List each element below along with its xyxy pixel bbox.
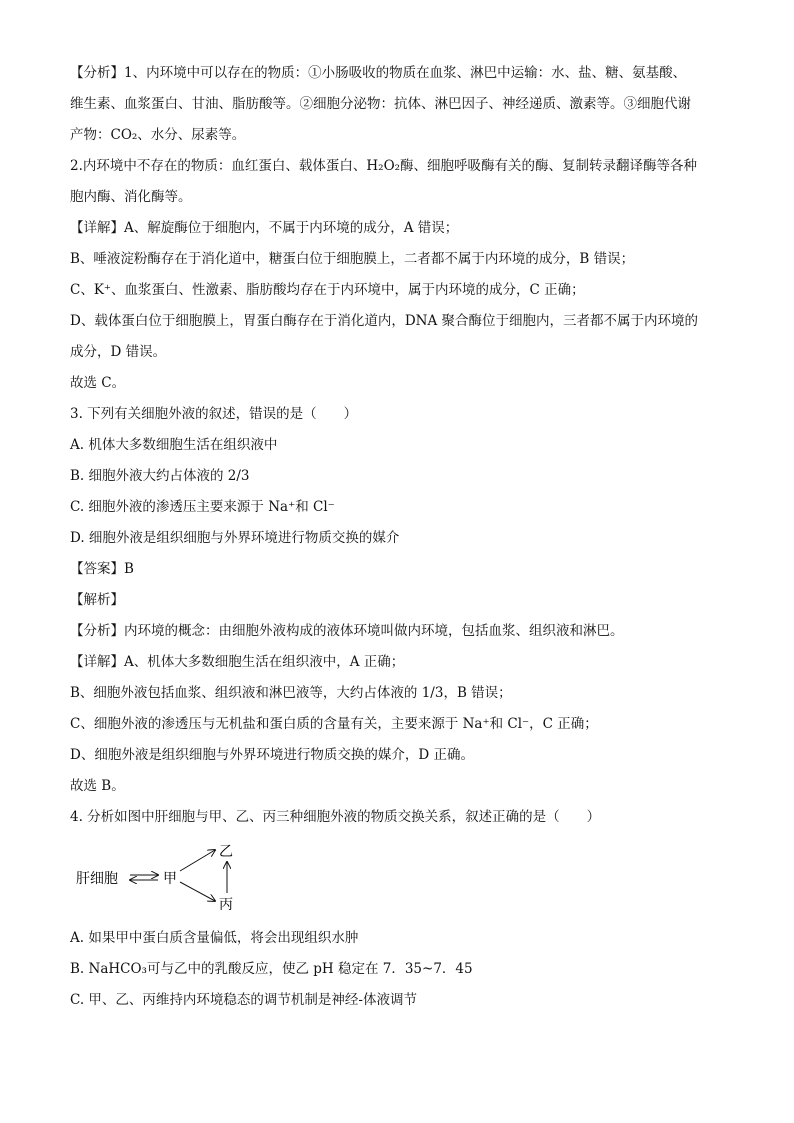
text-line: 【分析】内环境的概念：由细胞外液构成的液体环境叫做内环境，包括血浆、组织液和淋巴。 [70, 623, 624, 639]
option-a: A. 机体大多数细胞生活在组织液中 [70, 437, 278, 453]
question-stem: 4. 分析如图中肝细胞与甲、乙、丙三种细胞外液的物质交换关系，叙述正确的是（ ） [70, 809, 601, 825]
text-line: C、细胞外液的渗透压与无机盐和蛋白质的含量有关，主要来源于 Na⁺和 Cl⁻，C 正确； [70, 716, 598, 732]
text-line: 成分，D 错误。 [70, 344, 167, 360]
text-line: 【分析】1、内环境中可以存在的物质：①小肠吸收的物质在血浆、淋巴中运输：水、盐、糖、氨基酸、 [70, 65, 687, 81]
answer-line: 【答案】B [70, 561, 134, 577]
option-b: B. NaHCO₃可与乙中的乳酸反应，使乙 pH 稳定在 7．35~7．45 [70, 961, 473, 977]
text-line: D、载体蛋白位于细胞膜上，胃蛋白酶存在于消化道内，DNA 聚合酶位于细胞内，三者都不属于内环境的 [70, 313, 698, 329]
text-line: 【详解】A、解旋酶位于细胞内，不属于内环境的成分，A 错误； [70, 220, 459, 236]
text-line: 维生素、血浆蛋白、甘油、脂肪酸等。②细胞分泌物：抗体、淋巴因子、神经递质、激素等。③细胞代谢 [70, 96, 691, 112]
question-stem: 3. 下列有关细胞外液的叙述，错误的是（ ） [70, 406, 358, 422]
option-c: C. 甲、乙、丙维持内环境稳态的调节机制是神经-体液调节 [70, 992, 417, 1008]
document-page [70, 58, 730, 1016]
fluid-yi-label: 乙 [219, 844, 233, 860]
text-line: C、K⁺、血浆蛋白、性激素、脂肪酸均存在于内环境中，属于内环境的成分，C 正确； [70, 282, 585, 298]
option-c: C. 细胞外液的渗透压主要来源于 Na⁺和 Cl⁻ [70, 499, 335, 515]
option-b: B. 细胞外液大约占体液的 2/3 [70, 468, 250, 484]
fluid-bing-label: 丙 [219, 897, 233, 913]
analysis-heading: 【解析】 [70, 592, 124, 608]
fluid-exchange-diagram [70, 837, 730, 917]
fluid-jia-label: 甲 [163, 871, 177, 887]
text-line: D、细胞外液是组织细胞与外界环境进行物质交换的媒介，D 正确。 [70, 747, 474, 763]
arrow-jia-to-yi [180, 850, 215, 871]
option-a: A. 如果甲中蛋白质含量偏低，将会出现组织水肿 [70, 930, 359, 946]
option-d: D. 细胞外液是组织细胞与外界环境进行物质交换的媒介 [70, 530, 400, 546]
arrow-jia-to-bing [180, 882, 215, 901]
text-line: B、唾液淀粉酶存在于消化道中，糖蛋白位于细胞膜上，二者都不属于内环境的成分，B 错误； [70, 251, 635, 267]
text-line: 故选 B。 [70, 778, 125, 794]
text-line: 【详解】A、机体大多数细胞生活在组织液中，A 正确； [70, 654, 405, 670]
text-line: 产物：CO₂、水分、尿素等。 [70, 127, 246, 143]
text-line: 2.内环境中不存在的物质：血红蛋白、载体蛋白、H₂O₂酶、细胞呼吸酶有关的酶、复制转录翻译酶等各种 [70, 158, 698, 174]
text-line: 胞内酶、消化酶等。 [70, 189, 192, 205]
text-line: 故选 C。 [70, 375, 126, 391]
liver-cell-label: 肝细胞 [76, 871, 118, 887]
text-line: B、细胞外液包括血浆、组织液和淋巴液等，大约占体液的 1/3，B 错误； [70, 685, 512, 701]
